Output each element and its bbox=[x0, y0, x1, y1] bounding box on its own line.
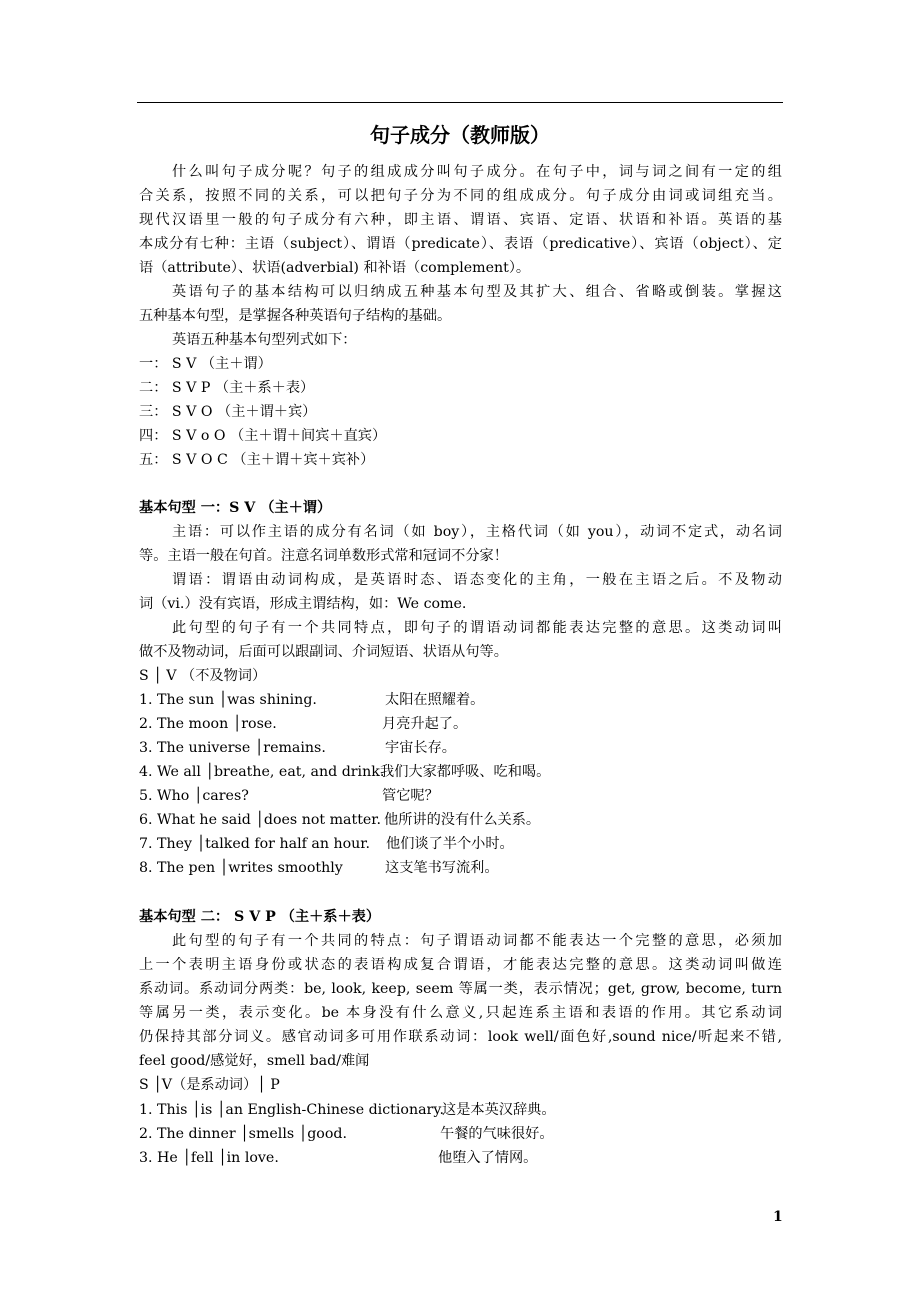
pattern-item: 四： S V o O （主＋谓＋间宾＋直宾） bbox=[139, 428, 387, 444]
patterns-intro: 英语五种基本句型列式如下： bbox=[172, 332, 357, 348]
example-zh: 我们大家都呼吸、吃和喝。 bbox=[380, 764, 551, 780]
intro-line: 英语句子的基本结构可以归纳成五种基本句型及其扩大、组合、省略或倒装。掌握这 bbox=[172, 284, 782, 300]
section2-heading: 基本句型 二： S V P （主＋系＋表） bbox=[139, 909, 381, 925]
intro-line: 五种基本句型，是掌握各种英语句子结构的基础。 bbox=[139, 308, 452, 324]
section1-text: 等。主语一般在句首。注意名词单数形式常和冠词不分家！ bbox=[139, 548, 508, 564]
section2-text: 仍保持其部分词义。感官动词多可用作联系动词：look well/面色好,sound nice/听起来不错, bbox=[139, 1029, 782, 1045]
example-en: 2. The moon │rose. bbox=[139, 716, 277, 732]
intro-line: 什么叫句子成分呢？句子的组成成分叫句子成分。在句子中，词与词之间有一定的组 bbox=[172, 164, 782, 180]
example-en: 3. He │fell │in love. bbox=[139, 1150, 279, 1166]
example-zh: 这是本英汉辞典。 bbox=[442, 1102, 556, 1118]
example-zh: 他们谈了半个小时。 bbox=[386, 836, 514, 852]
example-en: 4. We all │breathe, eat, and drink. bbox=[139, 764, 385, 780]
example-en: 1. This │is │an English-Chinese dictionary. bbox=[139, 1102, 444, 1118]
section2-text: 系动词。系动词分两类：be, look, keep, seem 等属一类，表示情况；get, grow, become, turn bbox=[139, 981, 782, 997]
example-en: 6. What he said │does not matter. bbox=[139, 812, 382, 828]
example-en: 5. Who │cares? bbox=[139, 788, 249, 804]
example-en: 8. The pen │writes smoothly bbox=[139, 860, 343, 876]
section2-text: 上一个表明主语身份或状态的表语构成复合谓语，才能表达完整的意思。这类动词叫做连 bbox=[139, 957, 782, 973]
example-en: 2. The dinner │smells │good. bbox=[139, 1126, 347, 1142]
section2-schema: S │V（是系动词）│ P bbox=[139, 1077, 280, 1093]
section1-text: 词（vi.）没有宾语，形成主谓结构，如：We come. bbox=[139, 596, 467, 612]
intro-line: 合关系，按照不同的关系，可以把句子分为不同的组成成分。句子成分由词或词组充当。 bbox=[139, 188, 782, 204]
section2-text: feel good/感觉好，smell bad/难闻 bbox=[139, 1053, 370, 1069]
section1-heading: 基本句型 一：S V （主＋谓） bbox=[139, 500, 332, 516]
section1-text: 谓语：谓语由动词构成，是英语时态、语态变化的主角，一般在主语之后。不及物动 bbox=[172, 572, 782, 588]
pattern-item: 三： S V O （主＋谓＋宾） bbox=[139, 404, 317, 420]
example-zh: 管它呢？ bbox=[382, 788, 439, 804]
example-zh: 他堕入了情网。 bbox=[438, 1150, 538, 1166]
example-en: 7. They │talked for half an hour. bbox=[139, 836, 371, 852]
intro-line: 语（attribute）、状语(adverbial) 和补语（complement）。 bbox=[139, 260, 531, 276]
section1-schema: S │ V （不及物词） bbox=[139, 668, 267, 684]
pattern-item: 一： S V （主＋谓） bbox=[139, 356, 272, 372]
page-title: 句子成分（教师版） bbox=[370, 123, 550, 147]
header-rule bbox=[137, 102, 783, 103]
example-zh: 这支笔书写流利。 bbox=[385, 860, 499, 876]
pattern-item: 二： S V P （主＋系＋表） bbox=[139, 380, 315, 396]
section1-text: 做不及物动词，后面可以跟副词、介词短语、状语从句等。 bbox=[139, 644, 508, 660]
pattern-item: 五： S V O C （主＋谓＋宾＋宾补） bbox=[139, 452, 375, 468]
example-zh: 月亮升起了。 bbox=[382, 716, 468, 732]
example-en: 3. The universe │remains. bbox=[139, 740, 326, 756]
example-en: 1. The sun │was shining. bbox=[139, 692, 317, 708]
section2-text: 此句型的句子有一个共同的特点：句子谓语动词都不能表达一个完整的意思，必须加 bbox=[172, 933, 782, 949]
example-zh: 他所讲的没有什么关系。 bbox=[384, 812, 541, 828]
page-number: 1 bbox=[773, 1209, 783, 1225]
intro-line: 本成分有七种：主语（subject）、谓语（predicate）、表语（predicative）、宾语（object）、定 bbox=[139, 236, 782, 252]
section2-text: 等属另一类，表示变化。be 本身没有什么意义,只起连系主语和表语的作用。其它系动词 bbox=[139, 1005, 782, 1021]
section1-text: 主语：可以作主语的成分有名词（如 boy），主格代词（如 you），动词不定式，动名词 bbox=[172, 524, 782, 540]
example-zh: 午餐的气味很好。 bbox=[440, 1126, 554, 1142]
section1-text: 此句型的句子有一个共同特点，即句子的谓语动词都能表达完整的意思。这类动词叫 bbox=[172, 620, 782, 636]
intro-line: 现代汉语里一般的句子成分有六种，即主语、谓语、宾语、定语、状语和补语。英语的基 bbox=[139, 212, 782, 228]
example-zh: 宇宙长存。 bbox=[385, 740, 456, 756]
example-zh: 太阳在照耀着。 bbox=[385, 692, 485, 708]
